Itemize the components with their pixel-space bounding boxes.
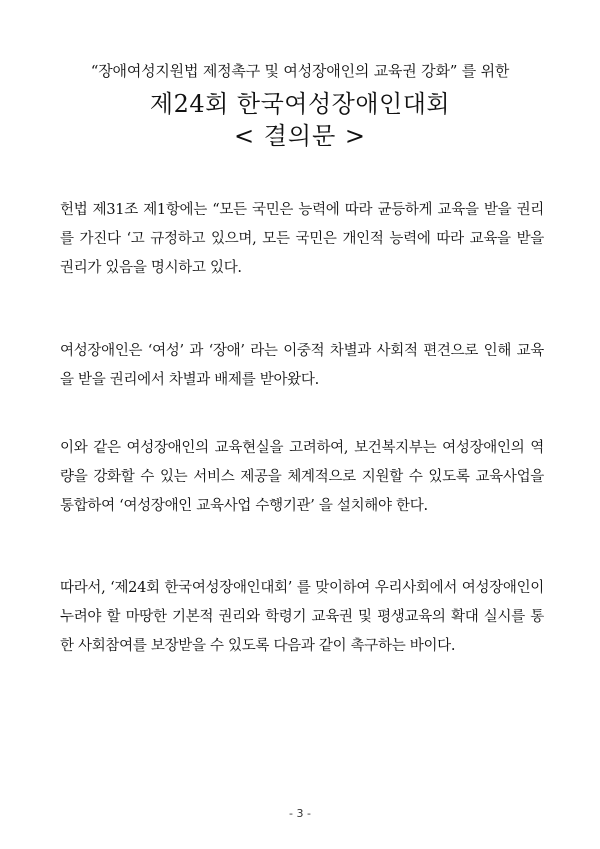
document-type-heading: < 결의문 > bbox=[233, 122, 367, 150]
paragraph-education-reality: 이와 같은 여성장애인의 교육현실을 고려하여, 보건복지부는 여성장애인의 역량을 강화할 수 있는 서비스 제공을 체계적으로 지원할 수 있도록 교육사업을 통합하여 ‘여성장애인 교육사업 수행기관’ 을 설치해야 한다. bbox=[60, 440, 544, 514]
paragraph-discrimination: 여성장애인은 ‘여성’ 과 ‘장애’ 라는 이중적 차별과 사회적 편견으로 인해 교육을 받을 권리에서 차별과 배제를 받아왔다. bbox=[60, 343, 544, 388]
paragraph-demand: 따라서, ‘제24회 한국여성장애인대회’ 를 맞이하여 우리사회에서 여성장애인이 누려야 할 마땅한 기본적 권리와 학령기 교육권 및 평생교육의 확대 실시를 통한 사회참여를 보장받을 수 있도록 다음과 같이 촉구하는 바이다. bbox=[60, 580, 544, 654]
page-number: - 3 - bbox=[289, 807, 311, 820]
paragraph-constitution: 헌법 제31조 제1항에는 “모든 국민은 능력에 따라 균등하게 교육을 받을 권리를 가진다 ‘고 규정하고 있으며, 모든 국민은 개인적 능력에 따라 교육을 받을 권리가 있음을 명시하고 있다. bbox=[60, 202, 544, 276]
document-title: 제24회 한국여성장애인대회 bbox=[149, 90, 451, 118]
document-subtitle: “장애여성지원법 제정촉구 및 여성장애인의 교육권 강화” 를 위한 bbox=[90, 62, 510, 80]
